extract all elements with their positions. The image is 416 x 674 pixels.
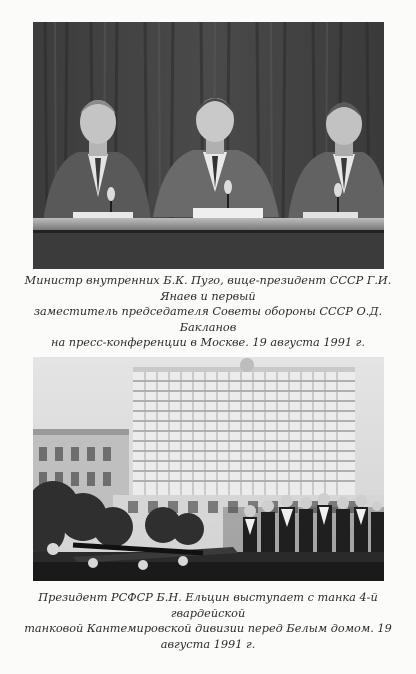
press-conference-caption: Министр внутренних Б.К. Пуго, вице-президент СССР Г.И. Янаев и первый заместитель председателя Советы обороны СССР О.Д. Бакланов на пресс-конференции в Москве. 19 августа 1991 г.	[24, 274, 392, 349]
press-conference-illustration	[33, 22, 384, 269]
white-house-illustration	[33, 357, 384, 581]
white-house-photo	[33, 357, 384, 581]
press-conference-photo	[33, 22, 384, 269]
white-house-caption: Президент РСФСР Б.Н. Ельцин выступает с танка 4-й гвардейской танковой Кантемировской дивизии перед Белым домом. 19 августа 1991 г.	[24, 591, 392, 651]
white-house-tower	[113, 358, 384, 519]
